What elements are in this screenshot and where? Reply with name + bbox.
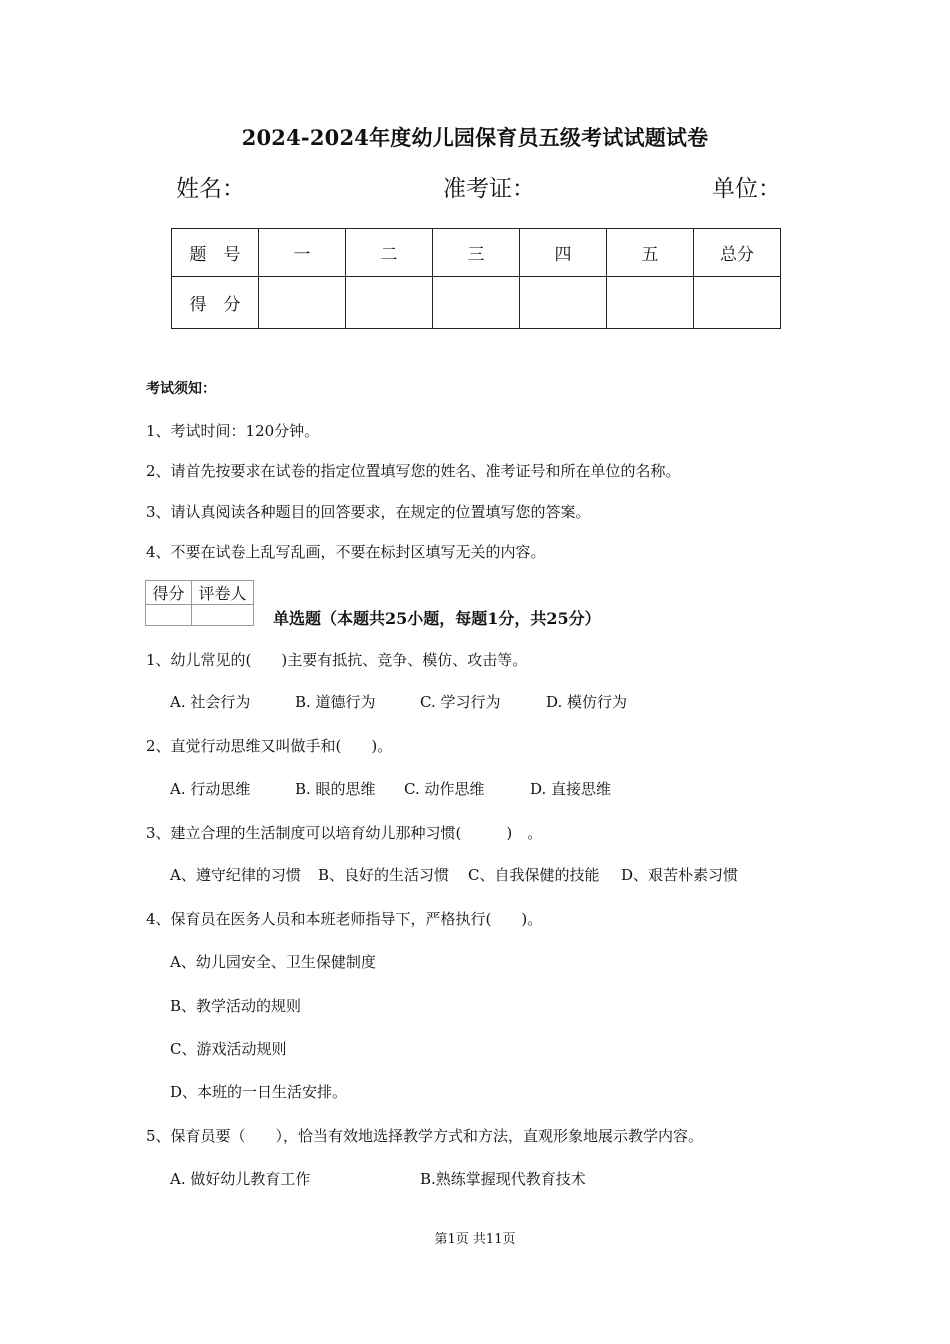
score-table — [171, 228, 781, 329]
question-option: B、教学活动的规则 — [170, 997, 302, 1015]
section-title: 单选题（本题共25小题，每题1分，共25分） — [273, 609, 601, 628]
question-option: C、自我保健的技能 — [468, 866, 600, 884]
question-option: C、游戏活动规则 — [170, 1040, 287, 1058]
question-option: D. 模仿行为 — [546, 693, 628, 711]
question-option: D. 直接思维 — [530, 780, 612, 798]
score-table-header: 一 — [259, 229, 346, 277]
notice-item: 1、考试时间：120分钟。 — [146, 422, 320, 440]
question-option: A. 行动思维 — [170, 780, 251, 798]
question-stem: 1、幼儿常见的( )主要有抵抗、竞争、模仿、攻击等。 — [146, 651, 528, 669]
question-option: B. 眼的思维 — [295, 780, 376, 798]
question-option: B、良好的生活习惯 — [318, 866, 450, 884]
question-stem: 4、保育员在医务人员和本班老师指导下，严格执行( )。 — [146, 910, 543, 928]
score-table-score-row — [172, 277, 781, 329]
unit-field-label: 单位： — [712, 176, 781, 202]
grader-reviewer-cell[interactable] — [192, 605, 254, 626]
question-option: A、幼儿园安全、卫生保健制度 — [170, 953, 376, 971]
question-option: B.熟练掌握现代教育技术 — [420, 1170, 586, 1188]
question-option: C. 动作思维 — [404, 780, 485, 798]
page-title: 2024-2024年度幼儿园保育员五级考试试题试卷 — [241, 125, 709, 150]
score-cell[interactable] — [607, 277, 694, 329]
page-footer: 第1页 共11页 — [434, 1232, 516, 1247]
exam-number-field-label: 准考证： — [443, 176, 535, 202]
question-option: B. 道德行为 — [295, 693, 376, 711]
question-stem: 2、直觉行动思维又叫做手和( )。 — [146, 737, 393, 755]
question-option: A. 做好幼儿教育工作 — [170, 1170, 311, 1188]
notice-item: 2、请首先按要求在试卷的指定位置填写您的姓名、准考证号和所在单位的名称。 — [146, 462, 681, 480]
score-cell[interactable] — [346, 277, 433, 329]
score-table-header: 题 号 — [172, 229, 259, 277]
score-table-header: 二 — [346, 229, 433, 277]
score-table-header: 总分 — [694, 229, 781, 277]
notice-item: 3、请认真阅读各种题目的回答要求，在规定的位置填写您的答案。 — [146, 503, 591, 521]
notice-title: 考试须知： — [146, 381, 216, 397]
score-table-header: 四 — [520, 229, 607, 277]
question-option: A、遵守纪律的习惯 — [170, 866, 301, 884]
grader-score-cell[interactable] — [146, 605, 192, 626]
grader-score-label: 得分 — [146, 581, 192, 605]
grader-reviewer-label: 评卷人 — [192, 581, 254, 605]
score-table-header: 三 — [433, 229, 520, 277]
grader-box — [145, 580, 254, 626]
question-option: C. 学习行为 — [420, 693, 501, 711]
question-option: D、本班的一日生活安排。 — [170, 1083, 348, 1101]
score-cell[interactable] — [694, 277, 781, 329]
score-table-header-row — [172, 229, 781, 277]
name-field-label: 姓名： — [176, 176, 245, 202]
question-option: D、艰苦朴素习惯 — [621, 866, 739, 884]
question-option: A. 社会行为 — [170, 693, 251, 711]
question-stem: 5、保育员要（ ），恰当有效地选择教学方式和方法，直观形象地展示教学内容。 — [146, 1127, 704, 1145]
score-table-header: 五 — [607, 229, 694, 277]
score-cell[interactable] — [433, 277, 520, 329]
score-cell[interactable] — [520, 277, 607, 329]
score-cell[interactable] — [259, 277, 346, 329]
question-stem: 3、建立合理的生活制度可以培育幼儿那种习惯( ) 。 — [146, 824, 543, 842]
score-row-label: 得 分 — [172, 277, 259, 329]
notice-item: 4、不要在试卷上乱写乱画，不要在标封区填写无关的内容。 — [146, 543, 546, 561]
